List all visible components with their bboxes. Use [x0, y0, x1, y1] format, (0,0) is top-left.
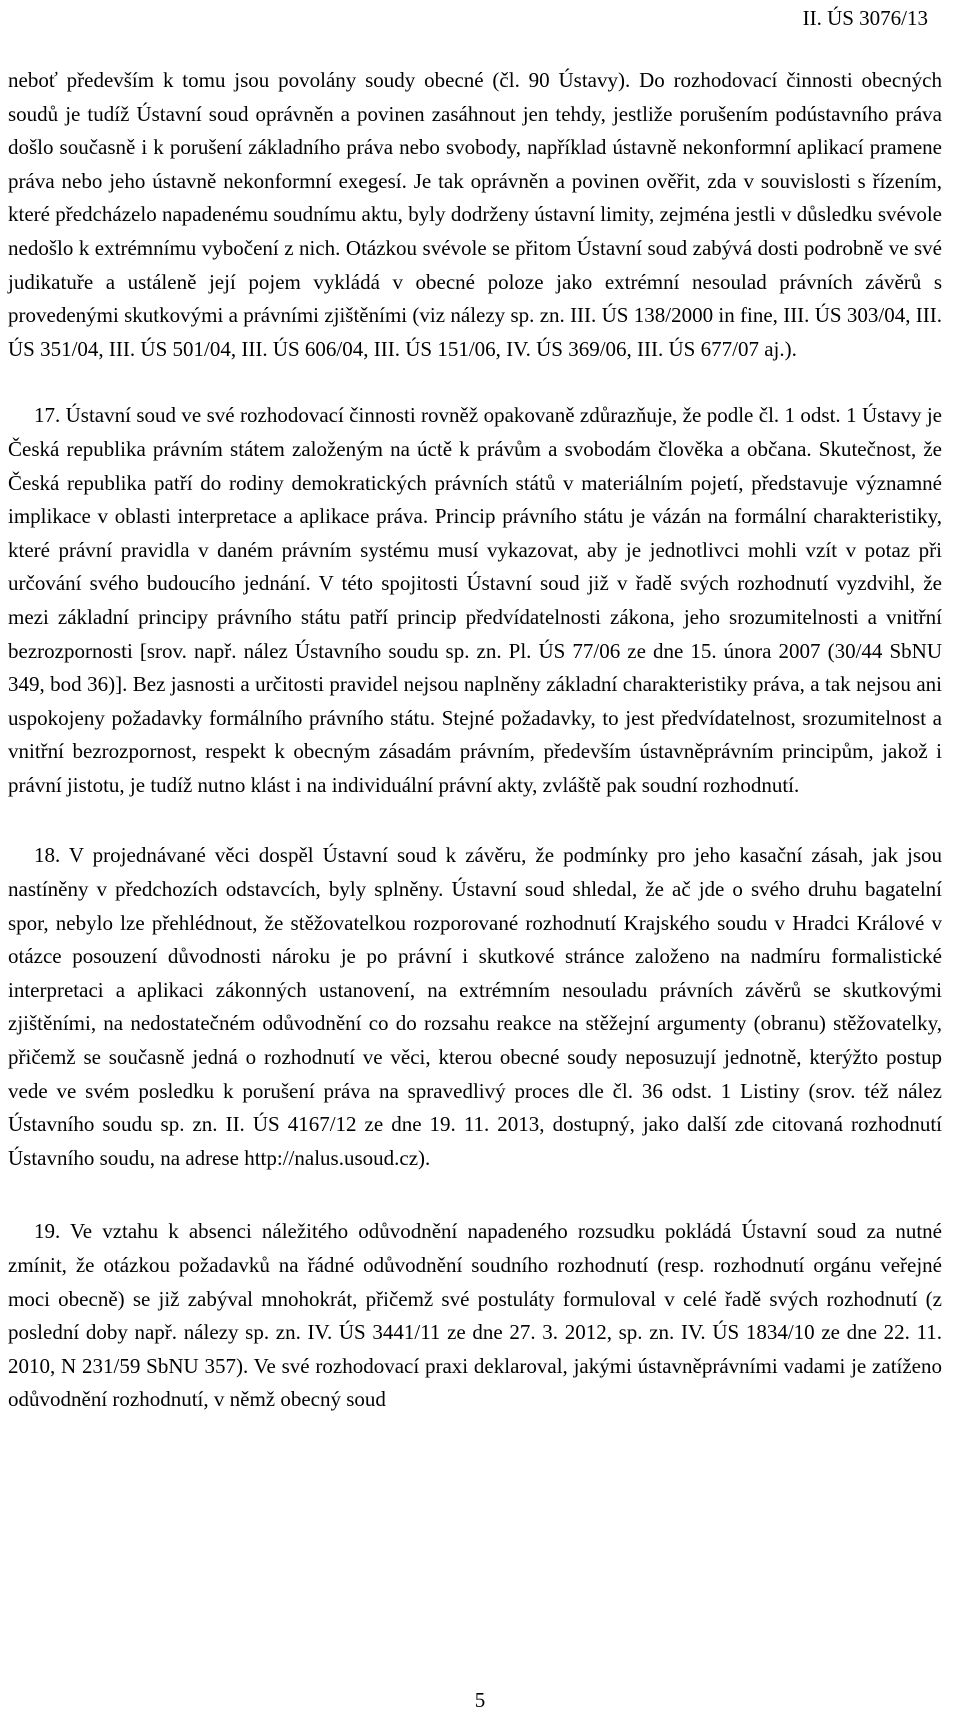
- paragraph-16-continuation: neboť především k tomu jsou povolány soudy obecné (čl. 90 Ústavy). Do rozhodovací činnosti obecných soudů je tudíž Ústavní soud oprávněn a povinen zasáhnout jen tehdy, jestliže porušením podústavního práva došlo současně i k porušení základního práva nebo svobody, například ústavně nekonformní aplikací pramene práva nebo jeho ústavně nekonformní exegesí. Je tak oprávněn a povinen ověřit, zda v souvislosti s řízením, které předcházelo napadenému soudnímu aktu, byly dodrženy ústavní limity, zejména jestli v důsledku svévole nedošlo k extrémnímu vybočení z nich. Otázkou svévole se přitom Ústavní soud zabývá dosti podrobně ve své judikatuře a ustáleně její pojem vykládá v obecné poloze jako extrémní nesoulad právních závěrů s provedenými skutkovými a právními zjištěními (viz nálezy sp. zn. III. ÚS 138/2000 in fine, III. ÚS 303/04, III. ÚS 351/04, III. ÚS 501/04, III. ÚS 606/04, III. ÚS 151/06, IV. ÚS 369/06, III. ÚS 677/07 aj.).: [8, 68, 942, 361]
- document-body: [8, 64, 942, 1417]
- paragraph-18: 18. V projednávané věci dospěl Ústavní soud k závěru, že podmínky pro jeho kasační zásah, jak jsou nastíněny v předchozích odstavcích, byly splněny. Ústavní soud shledal, že ač jde o svého druhu bagatelní spor, nebylo lze přehlédnout, že stěžovatelkou rozporované rozhodnutí Krajského soudu v Hradci Králové v otázce posouzení důvodnosti nároku je po právní i skutkové stránce založeno na nadmíru formalistické interpretaci a aplikaci zákonných ustanovení, na extrémním nesouladu právních závěrů se skutkovými zjištěními, na nedostatečném odůvodnění co do rozsahu reakce na stěžejní argumenty (obranu) stěžovatelky, přičemž se současně jedná o rozhodnutí ve věci, kterou obecné soudy neposuzují jednotně, kterýžto postup vede ve svém posledku k porušení práva na spravedlivý proces dle čl. 36 odst. 1 Listiny (srov. též nález Ústavního soudu sp. zn. II. ÚS 4167/12 ze dne 19. 11. 2013, dostupný, jako další zde citovaná rozhodnutí Ústavního soudu, na adrese http://nalus.usoud.cz).: [8, 843, 942, 1170]
- paragraph-19: 19. Ve vztahu k absenci náležitého odůvodnění napadeného rozsudku pokládá Ústavní soud za nutné zmínit, že otázkou požadavků na řádné odůvodnění soudního rozhodnutí (resp. rozhodnutí orgánu veřejné moci obecně) se již zabýval mnohokrát, přičemž své postuláty formuloval v celé řadě svých rozhodnutí (z poslední doby např. nálezy sp. zn. IV. ÚS 3441/11 ze dne 27. 3. 2012, sp. zn. IV. ÚS 1834/10 ze dne 22. 11. 2010, N 231/59 SbNU 357). Ve své rozhodovací praxi deklaroval, jakými ústavněprávními vadami je zatíženo odůvodnění rozhodnutí, v němž obecný soud: [8, 1219, 942, 1412]
- page-number: 5: [474, 1688, 486, 1712]
- paragraph-17: 17. Ústavní soud ve své rozhodovací činnosti rovněž opakovaně zdůrazňuje, že podle čl. 1 odst. 1 Ústavy je Česká republika právním státem založeným na úctě k právům a svobodám člověka a občana. Skutečnost, že Česká republika patří do rodiny demokratických právních států v materiálním pojetí, představuje významné implikace v oblasti interpretace a aplikace práva. Princip právního státu je vázán na formální charakteristiky, které právní pravidla v daném právním systému musí vykazovat, aby je jednotlivci mohli vzít v potaz při určování svého budoucího jednání. V této spojitosti Ústavní soud již v řadě svých rozhodnutí vyzdvihl, že mezi základní principy právního státu patří princip předvídatelnosti zákona, jeho srozumitelnosti a vnitřní bezrozpornosti [srov. např. nález Ústavního soudu sp. zn. Pl. ÚS 77/06 ze dne 15. února 2007 (30/44 SbNU 349, bod 36)]. Bez jasnosti a určitosti pravidel nejsou naplněny základní charakteristiky práva, a tak nejsou ani uspokojeny požadavky formálního právního státu. Stejné požadavky, to jest předvídatelnost, srozumitelnost a vnitřní bezrozpornost, respekt k obecným zásadám právním, především ústavněprávním principům, jakož i právní jistotu, je tudíž nutno klást i na individuální právní akty, zvláště pak soudní rozhodnutí.: [8, 403, 942, 797]
- case-number-header: II. ÚS 3076/13: [802, 6, 928, 30]
